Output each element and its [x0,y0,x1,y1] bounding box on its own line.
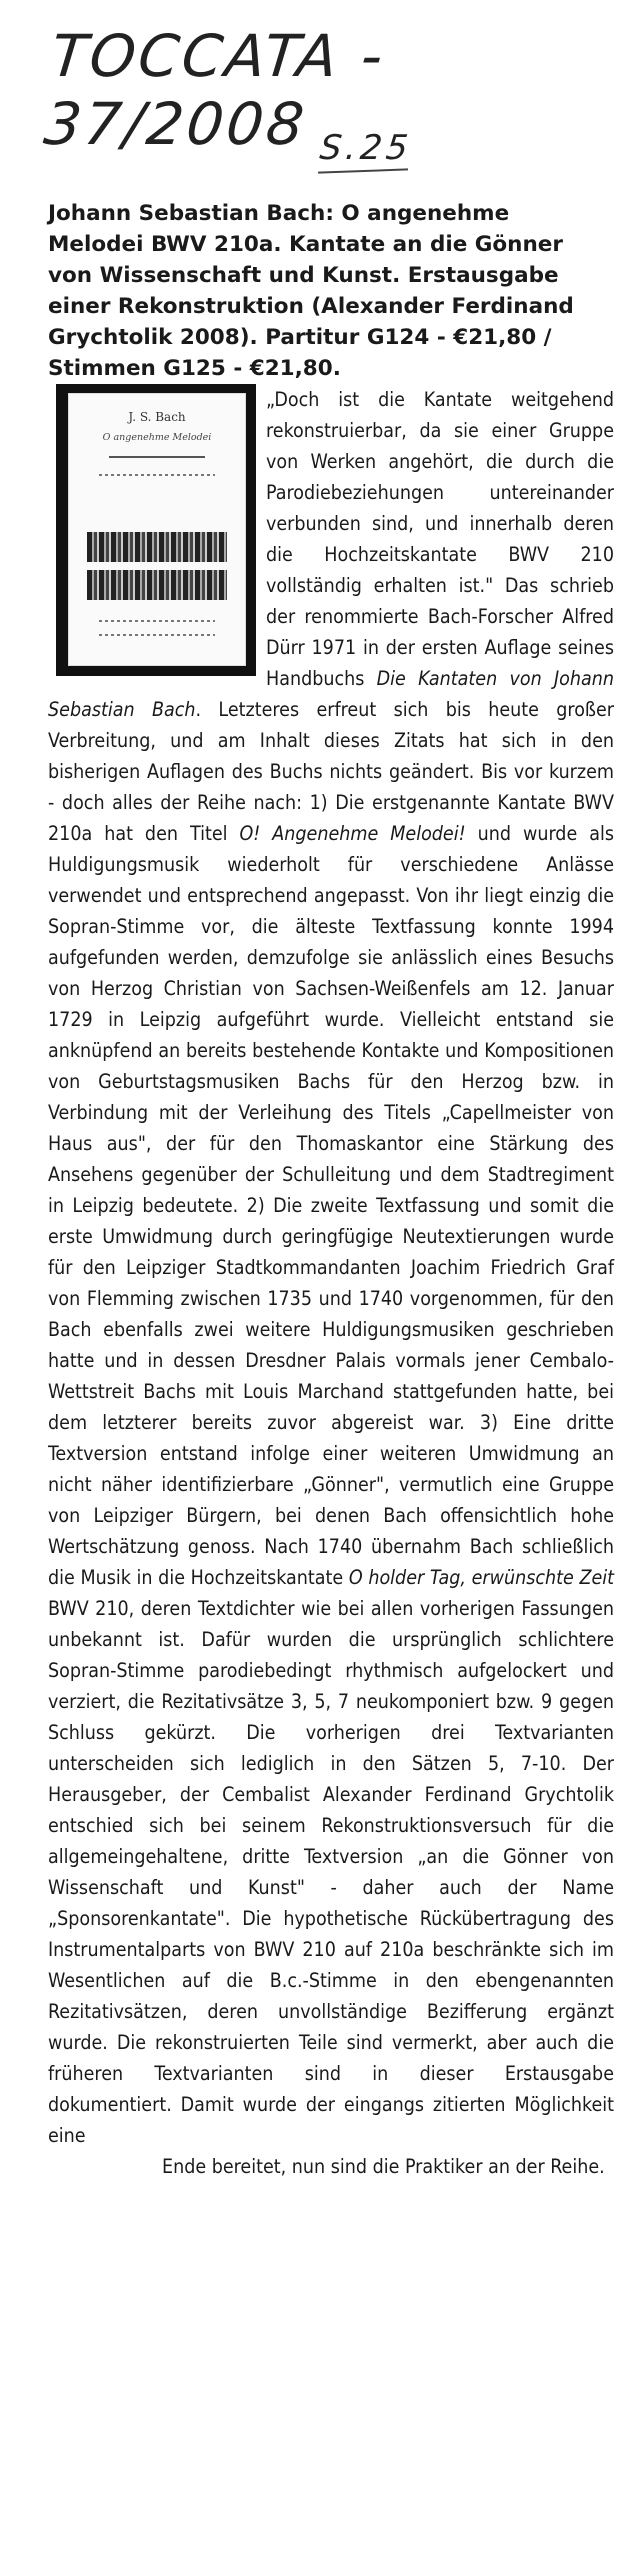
review-headline: Johann Sebastian Bach: O angenehme Melodei BWV 210a. Kantate an die Gönner von Wissenschaft und Kunst. Erstausgabe einer Rekonstruktion (Alexander Ferdinand Grychtolik 2008). Partitur G124 - €21,80 / Stimmen G125 - €21,80. [48,201,574,381]
review-body [48,384,614,2182]
cantata-title-210a: O! Angenehme Melodei! [239,822,466,845]
cover-title: O angenehme Melodei [102,432,212,443]
review-closing-line: Ende bereitet, nun sind die Praktiker an der Reihe. [162,2155,605,2178]
book-title: Die Kantaten von Johann Sebastian Bach [48,667,614,721]
cover-author: J. S. Bach [128,410,186,424]
cantata-title-210: O holder Tag, erwünschte Zeit [348,1566,615,1589]
body-text-2: . Letzteres erfreut sich bis heute großer Verbreitung, und am Inhalt dieses Zitats hat sich in den bisherigen Auflagen des Buchs nichts geändert. Bis vor kurzem - doch alles der Reihe nach: 1) Die erstgenannte Kantate BWV 210a hat den Titel [48,698,614,845]
body-text-4: BWV 210, deren Textdichter wie bei allen vorherigen Fassungen unbekannt ist. Dafür wurden die ursprünglich schlichtere Sopran-Stimme parodiebedingt rhythmisch aufgelockert und verziert, die Rezitativsätze 3, 5, 7 neukomponiert bzw. 9 gegen Schluss gekürzt. Die vorherigen drei Textvarianten unterscheiden sich lediglich in den Sätzen 5, 7-10. Der Herausgeber, der Cembalist Alexander Ferdinand Grychtolik entschied sich bei seinem Rekonstruktionsversuch für die allgemeingehaltene, dritte Textversion „an die Gönner von Wissenschaft und Kunst" - daher auch der Name „Sponsorenkantate". Die hypothetische Rückübertragung des Instrumentalparts von BWV 210 auf 210a beschränkte sich im Wesentlichen auf die B.c.-Stimme in den ebengenannten Rezitativsätzen, deren unvollständige Bezifferung ergänzt wurde. Die rekonstruierten Teile sind vermerkt, aber auch die früheren Textvarianten sind in dieser Erstausgabe dokumentiert. Damit wurde der eingangs zitierten Möglichkeit eine [48,1597,614,2147]
handwritten-source-note: TOCCATA - 37/2008 [40,22,389,158]
handwritten-page-note: S.25 [317,128,414,168]
handwritten-underline [318,168,408,173]
body-text-3: und wurde als Huldigungsmusik wiederholt für verschiedene Anlässe verwendet und entsprechend angepasst. Von ihr liegt einzig die Sopran-Stimme vor, die älteste Textfassung konnte 1994 aufgefunden werden, demzufolge sie anlässlich eines Besuchs von Herzog Christian von Sachsen-Weißenfels am 12. Januar 1729 in Leipzig aufgeführt wurde. Vielleicht entstand sie anknüpfend an bereits bestehende Kontakte und Kompositionen von Geburtstagsmusiken Bachs für den Herzog bzw. in Verbindung mit der Verleihung des Titels „Capellmeister von Haus aus", der für den Thomaskantor eine Stärkung des Ansehens gegenüber der Schulleitung und dem Stadtregiment in Leipzig bedeutete. 2) Die zweite Textfassung und somit die erste Umwidmung durch geringfügige Neutextierungen wurde für den Leipziger Stadtkommandanten Joachim Friedrich Graf von Flemming zwischen 1735 und 1740 vorgenommen, für den Bach ebenfalls zwei weitere Huldigungsmusiken geschrieben hatte und in dessen Dresdner Palais vormals jener Cembalo-Wettstreit Bachs mit Louis Marchand stattgefunden hatte, bei dem letzterer bereits zuvor abgereist war. 3) Eine dritte Textversion entstand infolge einer weiteren Umwidmung an nicht näher identifizierbare „Gönner", vermutlich eine Gruppe von Leipziger Bürgern, bei denen Bach offensichtlich hohe Wertschätzung genoss. Nach 1740 übernahm Bach schließlich die Musik in die Hochzeitskantate [48,822,614,1589]
body-text-1: „Doch ist die Kantate weitgehend rekonstruierbar, da sie einer Gruppe von Werken angehört, die durch die Parodiebeziehungen untereinander verbunden sind, und innerhalb deren die Hochzeitskantate BWV 210 vollständig erhalten ist." Das schrieb der renommierte Bach-Forscher Alfred Dürr 1971 in der ersten Auflage seines Handbuchs [266,388,614,690]
